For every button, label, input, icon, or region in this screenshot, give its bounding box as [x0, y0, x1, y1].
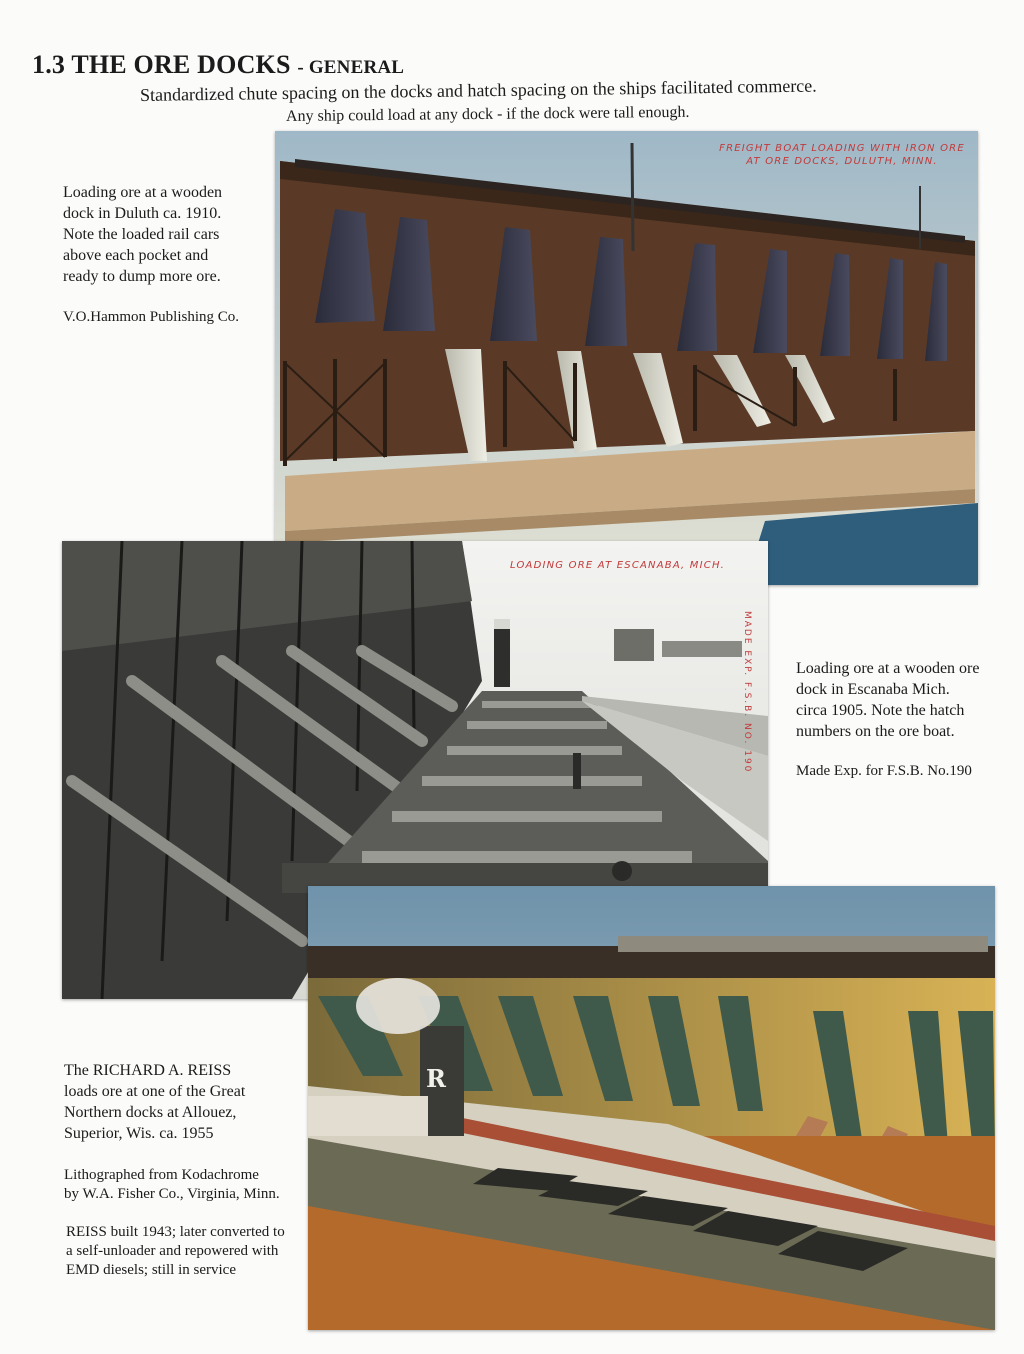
reiss-litho: [64, 1166, 309, 1204]
reiss-caption: [64, 1060, 304, 1144]
duluth-postcard-image: [275, 131, 978, 585]
duluth-postcard-caption: [711, 142, 973, 168]
duluth-publisher: V.O.Hammon Publishing Co.: [63, 309, 239, 325]
history-line: EMD diesels; still in service: [66, 1262, 236, 1278]
subtitle-line-1: Standardized chute spacing on the docks and hatch spacing on the ships facilitated commerce.: [139, 75, 817, 105]
caption-line: ready to dump more ore.: [63, 268, 221, 285]
caption-line: The RICHARD A. REISS: [64, 1062, 232, 1079]
litho-line: by W.A. Fisher Co., Virginia, Minn.: [64, 1186, 280, 1202]
escanaba-postcard-caption: LOADING ORE AT ESCANABA, MICH.: [510, 560, 726, 571]
caption-line: dock in Escanaba Mich.: [796, 681, 950, 698]
reiss-stack-letter: R: [426, 1064, 446, 1093]
subtitle-line-2: Any ship could load at any dock - if the dock were tall enough.: [285, 103, 690, 125]
duluth-image-text-2: AT ORE DOCKS, DULUTH, MINN.: [746, 156, 938, 167]
escanaba-side-text: MADE EXP. F.S.B. NO. 190: [742, 611, 752, 774]
caption-line: dock in Duluth ca. 1910.: [63, 205, 222, 222]
duluth-image-text-1: FREIGHT BOAT LOADING WITH IRON ORE: [719, 143, 965, 154]
escanaba-publisher: Made Exp. for F.S.B. No.190: [796, 763, 972, 779]
duluth-postcard: [275, 131, 978, 585]
page-title: [32, 50, 404, 80]
history-line: REISS built 1943; later converted to: [66, 1224, 285, 1240]
title-main: 1.3 THE ORE DOCKS: [32, 50, 291, 79]
caption-line: circa 1905. Note the hatch: [796, 702, 965, 719]
caption-line: Note the loaded rail cars: [63, 226, 220, 243]
caption-line: loads ore at one of the Great: [64, 1083, 246, 1100]
reiss-postcard: [308, 886, 995, 1330]
caption-line: Superior, Wis. ca. 1955: [64, 1125, 214, 1142]
reiss-history: [66, 1223, 311, 1280]
history-line: a self-unloader and repowered with: [66, 1243, 279, 1259]
caption-line: numbers on the ore boat.: [796, 723, 955, 740]
title-sub: - GENERAL: [297, 57, 405, 78]
duluth-caption: [63, 182, 263, 287]
caption-line: Loading ore at a wooden: [63, 184, 223, 201]
caption-line: Northern docks at Allouez,: [64, 1104, 237, 1121]
caption-line: above each pocket and: [63, 247, 209, 264]
escanaba-caption: [796, 658, 1006, 742]
reiss-postcard-image: [308, 886, 995, 1330]
litho-line: Lithographed from Kodachrome: [64, 1167, 259, 1183]
caption-line: Loading ore at a wooden ore: [796, 660, 980, 677]
